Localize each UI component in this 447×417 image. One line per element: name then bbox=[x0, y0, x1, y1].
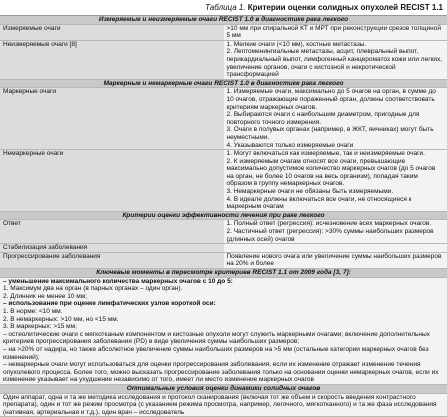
row-item: 4. Указываются только измеряемые очаги bbox=[227, 142, 445, 150]
row-item: 2. Лептоменингиальные метастазы, асцит, плевральный выпот, перикардиальный выпот, лимфогенный канцероматоз кожи или легких, увеличение органов, очаги с кистозной и некротической трансформацией bbox=[227, 48, 445, 78]
section-heading-target-row bbox=[0, 79, 447, 88]
row-label: Маркерные очаги bbox=[0, 88, 224, 150]
list-item: – уменьшение максимального количества маркерных очагов с 10 до 5: bbox=[3, 278, 444, 286]
row-label: Ответ bbox=[0, 220, 224, 244]
list-block bbox=[0, 393, 447, 417]
table-row bbox=[0, 88, 447, 150]
row-label: Стабилизация заболевания bbox=[0, 244, 224, 253]
table-row bbox=[0, 24, 447, 40]
row-label: Неизмеряемые очаги [8] bbox=[0, 40, 224, 79]
row-value bbox=[224, 252, 447, 268]
caption-title: Критерии оценки солидных опухолей RECIST 1.1 bbox=[248, 3, 443, 12]
list-item: – использование при оценке лимфатических узлов короткой оси: bbox=[3, 300, 444, 308]
row-item: 2. Частичный ответ (регрессия): >30% суммы наибольших размеров (длинных осей) очагов bbox=[227, 228, 445, 243]
list-item: – остеолитические очаги с мягкотканым компонентом и кистозные опухоли могут служить маркерными очагами; включение дополнительных критериев прогрессирования заболевания (PD) в виде увеличения суммы наибольших размеров; bbox=[3, 331, 444, 346]
row-value bbox=[224, 150, 447, 212]
section-heading-response-row bbox=[0, 211, 447, 220]
row-label: Прогрессирование заболевания bbox=[0, 252, 224, 268]
row-item: 2. Выбираются очаги с наибольшим диаметром, пригодные для повторного точного измерения. bbox=[227, 111, 445, 126]
section-heading-response: Критерии оценки эффективности лечения при раке легкого bbox=[0, 211, 447, 220]
row-item: >10 мм при спиральной КТ и МРТ при реконструкции срезов толщиной 5 мм bbox=[227, 25, 445, 40]
section-heading-conditions-row bbox=[0, 384, 447, 393]
section-heading-revision: Ключевые моменты в пересмотре критериев RECIST 1.1 от 2009 года [3, 7]: bbox=[0, 269, 447, 278]
list-item: 1. В норме: <10 мм. bbox=[3, 308, 444, 316]
row-item: 3. Очаги в полувых органах (например, в ЖКТ, яичниках) могут быть неуместными. bbox=[227, 126, 445, 141]
list-item: 2. В немаркерных: >10 мм, но <15 мм. bbox=[3, 316, 444, 324]
list-item: – немаркерные очаги могут использоваться для оценки прогрессирования заболевания, если их изменение отражает изменение течения опухолевого процесса. Более того, можно высказать прогрессирование заболевания только на основании оценки немаркерных очагов, если их изменение указывает на ухудшение независимо от того, имеет ли место изменение маркерных очагов bbox=[3, 361, 444, 384]
section-heading-target: Маркерные и немаркерные очаги RECIST 1.0 в диагностике рака легкого bbox=[0, 79, 447, 88]
section-heading-conditions: Оптимальные условия оценки динамики солидных очагов bbox=[0, 384, 447, 393]
row-label: Немаркерные очаги bbox=[0, 150, 224, 212]
row-item: 1. Мелкие очаги (<10 мм), костные метастазы. bbox=[227, 41, 445, 49]
row-item: Появление нового очага или увеличение суммы наибольших размеров на 20% и более bbox=[227, 253, 445, 268]
row-value bbox=[224, 244, 447, 253]
row-item: 1. Могут включаться как измеряемые, так и неизмеряемые очаги. bbox=[227, 150, 445, 158]
list-item: 2. Длинник не менее 10 мм; bbox=[3, 293, 444, 301]
row-item: 3. Немаркерные очаги не обязаны быть измеряемыми. bbox=[227, 188, 445, 196]
table-row bbox=[0, 150, 447, 212]
list-item: Один аппарат, одна и та же методика исследования и протокол сканирования (включая тот же объем и скорость введения контрастного препарата), один и тот же режим просмотра (с указанием режима просмотра, например, легочного, мягкотканного) и та же фаза исследования (нативная, артериальная и т.д.), один врач – исследователь bbox=[3, 394, 444, 417]
row-item: 4. В идеале должны включаться все очаги, не относящиеся к маркерным очагам bbox=[227, 196, 445, 211]
row-label: Измеряемые очаги bbox=[0, 24, 224, 40]
section-heading-measurable: Измеряемые и неизмеряемые очаги RECIST 1.0 в диагностике рака легкого bbox=[0, 16, 447, 24]
table-row bbox=[0, 252, 447, 268]
row-value bbox=[224, 40, 447, 79]
recist-table bbox=[0, 16, 447, 417]
row-item: 1. Полный ответ (регрессия): исчезновение всех маркерных очагов. bbox=[227, 220, 445, 228]
row-value bbox=[224, 88, 447, 150]
table-row bbox=[0, 277, 447, 384]
row-item: 2. К измеряемым очагам относят все очаги, превышающие максимально допустимое количество маркерных очагов (до 5 очагов на орган, не более 10 очагов на весь организм), попадая таким образом в группу немаркерных очагов. bbox=[227, 158, 445, 188]
list-item: – на >20% от надира, но также абсолютное увеличение суммы наибольших размеров на >5 мм (остальные категории маркерных очагов без изменений); bbox=[3, 346, 444, 361]
table-caption bbox=[0, 0, 447, 16]
row-value bbox=[224, 220, 447, 244]
table-row bbox=[0, 40, 447, 79]
section-heading-revision-row bbox=[0, 269, 447, 278]
list-block bbox=[0, 277, 447, 384]
table-row bbox=[0, 244, 447, 253]
row-value bbox=[224, 24, 447, 40]
caption-prefix: Таблица 1. bbox=[205, 3, 245, 12]
section-heading-measurable-row bbox=[0, 16, 447, 24]
row-item: 1. Измеряемые очаги, максимально до 5 очагов на орган, в сумме до 10 очагов, отражающие пораженный орган, должны соответствовать критериям маркерных очагов. bbox=[227, 88, 445, 111]
list-item: 3. В маркерных: >15 мм; bbox=[3, 323, 444, 331]
table-row bbox=[0, 393, 447, 417]
table-row bbox=[0, 220, 447, 244]
list-item: 1. Максимум два на орган (в парных органах – один орган). bbox=[3, 285, 444, 293]
